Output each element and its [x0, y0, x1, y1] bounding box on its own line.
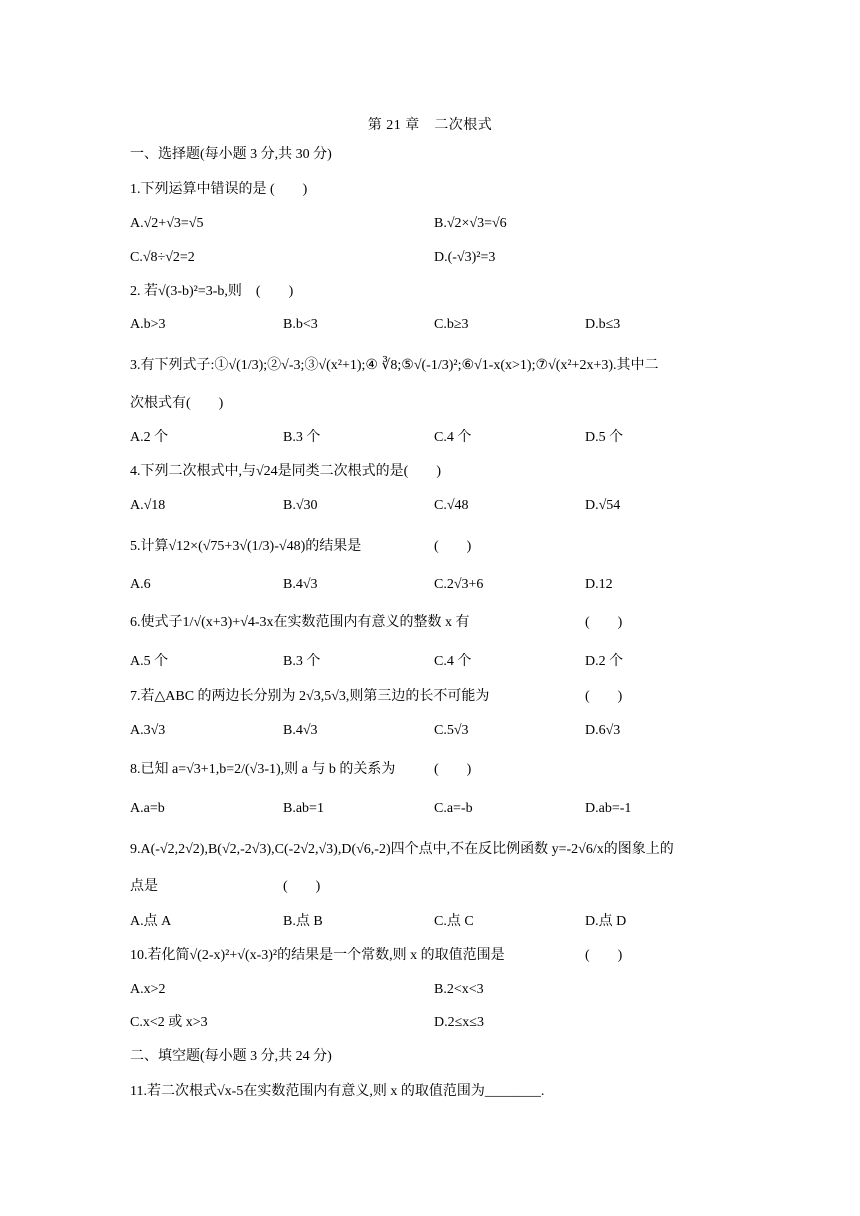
q8-option-a: A.a=b [130, 801, 165, 816]
question-10: 10.若化简√(2-x)²+√(x-3)²的结果是一个常数,则 x 的取值范围是 [130, 948, 505, 963]
section-heading-fill: 二、填空题(每小题 3 分,共 24 分) [130, 1049, 332, 1064]
q8-answer-paren: ( ) [434, 762, 472, 777]
q6-option-c: C.4 个 [434, 654, 472, 669]
q1-option-c: C.√8÷√2=2 [130, 250, 195, 265]
question-6: 6.使式子1/√(x+3)+√4-3x在实数范围内有意义的整数 x 有 [130, 615, 470, 630]
question-1: 1.下列运算中错误的是 ( ) [130, 182, 308, 197]
q2-option-b: B.b<3 [283, 317, 318, 332]
q9-option-a: A.点 A [130, 914, 172, 929]
q1-option-b: B.√2×√3=√6 [434, 216, 507, 231]
q9-option-c: C.点 C [434, 914, 474, 929]
q3-option-c: C.4 个 [434, 430, 472, 445]
q5-option-a: A.6 [130, 577, 151, 592]
question-9-line-1: 9.A(-√2,2√2),B(√2,-2√3),C(-2√2,√3),D(√6,-2)四个点中,不在反比例函数 y=-2√6/x的图象上的 [130, 842, 674, 857]
question-7: 7.若△ABC 的两边长分别为 2√3,5√3,则第三边的长不可能为 [130, 689, 490, 704]
q4-option-c: C.√48 [434, 498, 469, 513]
question-3-line-2: 次根式有( ) [130, 396, 224, 411]
q9-option-d: D.点 D [585, 914, 627, 929]
q10-option-c: C.x<2 或 x>3 [130, 1015, 208, 1030]
question-4: 4.下列二次根式中,与√24是同类二次根式的是( ) [130, 464, 442, 479]
q7-option-c: C.5√3 [434, 723, 469, 738]
question-3-line-1: 3.有下列式子:①√(1/3);②√-3;③√(x²+1);④ ∛8;⑤√(-1/3)²;⑥√1-x(x>1);⑦√(x²+2x+3).其中二 [130, 358, 659, 373]
q1-option-a: A.√2+√3=√5 [130, 216, 204, 231]
q2-option-c: C.b≥3 [434, 317, 469, 332]
q9-option-b: B.点 B [283, 914, 323, 929]
q4-option-a: A.√18 [130, 498, 166, 513]
q2-option-d: D.b≤3 [585, 317, 621, 332]
q7-option-b: B.4√3 [283, 723, 318, 738]
q4-option-b: B.√30 [283, 498, 318, 513]
q7-option-d: D.6√3 [585, 723, 621, 738]
q5-option-b: B.4√3 [283, 577, 318, 592]
section-heading-choice: 一、选择题(每小题 3 分,共 30 分) [130, 147, 332, 162]
q4-option-d: D.√54 [585, 498, 621, 513]
q8-option-c: C.a=-b [434, 801, 473, 816]
question-9-line-2: 点是 [130, 879, 158, 894]
q10-answer-paren: ( ) [585, 948, 623, 963]
q3-option-b: B.3 个 [283, 430, 321, 445]
q2-option-a: A.b>3 [130, 317, 166, 332]
q8-option-b: B.ab=1 [283, 801, 324, 816]
q6-option-a: A.5 个 [130, 654, 169, 669]
q10-option-b: B.2<x<3 [434, 982, 484, 997]
q6-option-d: D.2 个 [585, 654, 624, 669]
question-11: 11.若二次根式√x-5在实数范围内有意义,则 x 的取值范围为________. [130, 1084, 545, 1099]
q3-option-a: A.2 个 [130, 430, 169, 445]
q3-option-d: D.5 个 [585, 430, 624, 445]
q10-option-a: A.x>2 [130, 982, 166, 997]
q5-answer-paren: ( ) [434, 539, 472, 554]
q5-option-d: D.12 [585, 577, 613, 592]
question-5: 5.计算√12×(√75+3√(1/3)-√48)的结果是 [130, 539, 362, 554]
q10-option-d: D.2≤x≤3 [434, 1015, 484, 1030]
q7-option-a: A.3√3 [130, 723, 166, 738]
q6-answer-paren: ( ) [585, 615, 623, 630]
q6-option-b: B.3 个 [283, 654, 321, 669]
q9-answer-paren: ( ) [283, 879, 321, 894]
question-2: 2. 若√(3-b)²=3-b,则 ( ) [130, 284, 294, 299]
q1-option-d: D.(-√3)²=3 [434, 250, 496, 265]
q8-option-d: D.ab=-1 [585, 801, 632, 816]
q5-option-c: C.2√3+6 [434, 577, 484, 592]
q7-answer-paren: ( ) [585, 689, 623, 704]
chapter-title: 第 21 章 二次根式 [367, 118, 493, 133]
question-8: 8.已知 a=√3+1,b=2/(√3-1),则 a 与 b 的关系为 [130, 762, 396, 777]
